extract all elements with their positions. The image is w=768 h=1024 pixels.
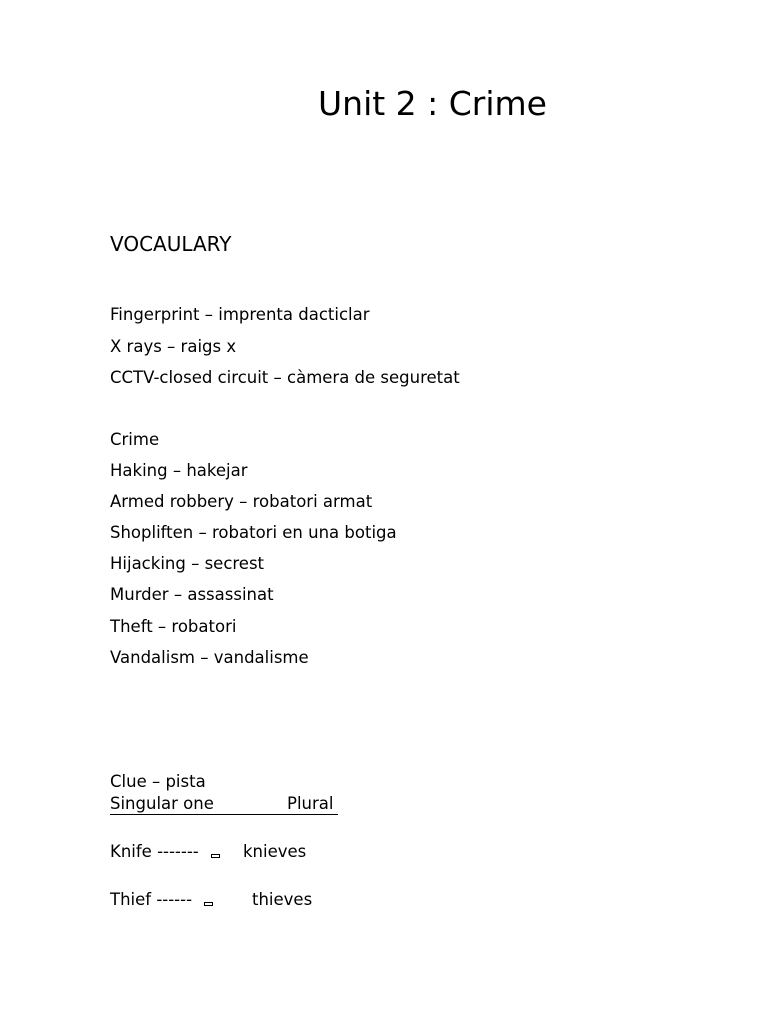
arrow-icon (211, 854, 220, 858)
plural-word: knieves (243, 842, 307, 861)
plural-word: thieves (252, 890, 313, 909)
plural-table-header (110, 793, 338, 815)
singular-word: Thief ------ (110, 890, 193, 909)
page-title: Unit 2 : Crime (318, 84, 547, 123)
plural-header: Plural (287, 794, 334, 813)
plural-row-thief (110, 889, 330, 911)
crime-line-haking: Haking – hakejar (110, 461, 248, 480)
plural-row-knife (110, 841, 330, 863)
crime-heading: Crime (110, 430, 160, 449)
vocabulary-heading: VOCAULARY (110, 232, 232, 256)
crime-line-shopliften: Shopliften – robatori en una botiga (110, 523, 397, 542)
crime-line-vandalism: Vandalism – vandalisme (110, 648, 309, 667)
crime-line-armed-robbery: Armed robbery – robatori armat (110, 492, 373, 511)
crime-line-murder: Murder – assassinat (110, 585, 274, 604)
vocab-line-fingerprint: Fingerprint – imprenta dacticlar (110, 305, 370, 324)
singular-header: Singular one (110, 794, 214, 813)
clue-line: Clue – pista (110, 772, 206, 791)
vocab-line-cctv: CCTV-closed circuit – càmera de seguretat (110, 368, 460, 387)
arrow-icon (204, 902, 213, 906)
crime-line-hijacking: Hijacking – secrest (110, 554, 265, 573)
vocab-line-x-rays: X rays – raigs x (110, 337, 237, 356)
crime-line-theft: Theft – robatori (110, 617, 237, 636)
singular-word: Knife ------- (110, 842, 199, 861)
